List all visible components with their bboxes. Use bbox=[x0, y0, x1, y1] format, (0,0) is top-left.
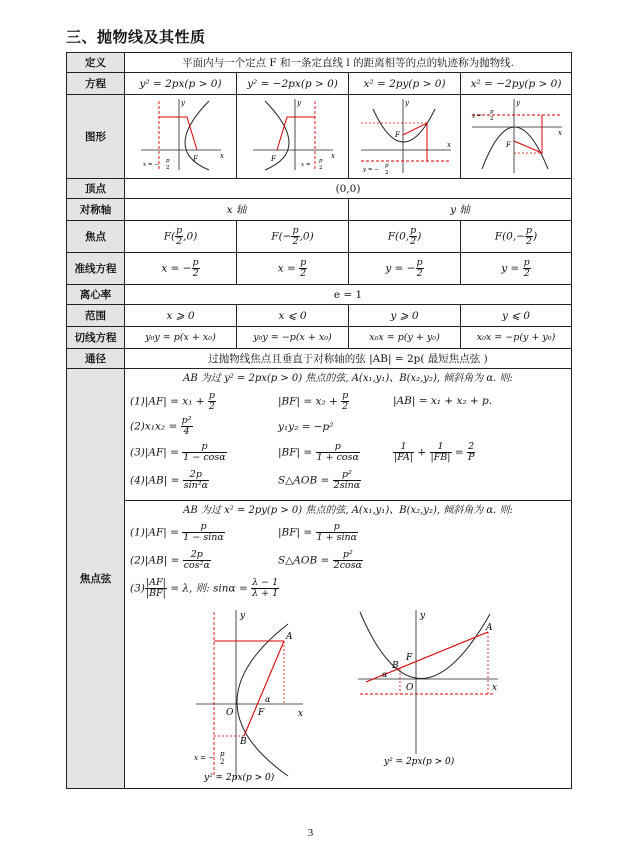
lg-b: B bbox=[240, 737, 247, 747]
rg-alpha: α bbox=[382, 670, 388, 679]
page-number: 3 bbox=[307, 827, 314, 839]
label-latus: 通径 bbox=[67, 349, 125, 369]
lg-alpha: α bbox=[265, 695, 271, 704]
graph-down-opening bbox=[466, 95, 566, 175]
focus-1: F( $\frac{p}{2}$ ,0) bbox=[125, 221, 237, 253]
lg-x: x bbox=[298, 709, 304, 719]
g3-f: F bbox=[394, 131, 400, 139]
g4-dir: y = bbox=[472, 113, 482, 119]
g4-p: p bbox=[490, 109, 494, 115]
focus-2: F(− $\frac{p}{2}$ ,0) bbox=[237, 221, 349, 253]
lg-dir-2: 2 bbox=[220, 758, 225, 766]
axis-x: x 轴 bbox=[125, 199, 349, 221]
label-tangent: 切线方程 bbox=[67, 327, 125, 349]
focus-4: F(0,− $\frac{p}{2}$ ) bbox=[461, 221, 572, 253]
label-range: 范围 bbox=[67, 305, 125, 327]
g2-2: 2 bbox=[318, 165, 322, 171]
label-graph: 图形 bbox=[67, 95, 125, 179]
equation-3: x² = 2py(p > 0) bbox=[349, 73, 461, 95]
rg-y: y bbox=[420, 611, 426, 621]
lg-a: A bbox=[286, 632, 293, 642]
equation-4: x² = −2py(p > 0) bbox=[461, 73, 572, 95]
axis-y: y 轴 bbox=[349, 199, 572, 221]
label-definition: 定义 bbox=[67, 53, 125, 73]
range-1: x ⩾ 0 bbox=[125, 305, 237, 327]
tangent-4: x₀x = −p(y + y₀) bbox=[461, 327, 572, 349]
eccentricity-value: e = 1 bbox=[125, 285, 572, 305]
g4-2: 2 bbox=[490, 116, 494, 122]
range-3: y ⩾ 0 bbox=[349, 305, 461, 327]
focus-3: F(0, $\frac{p}{2}$ ) bbox=[349, 221, 461, 253]
tangent-3: x₀x = p(y + y₀) bbox=[349, 327, 461, 349]
lg-y: y bbox=[240, 611, 246, 621]
g1-y: y bbox=[180, 99, 185, 107]
focal-section-2: AB 为过 x² = 2py(p > 0) 焦点的弦, A(x₁,y₁)、B(x₂,y₂), 倾斜角为 α. 则: (1)|AF| = $\frac{p}{1 - \sin\alpha}$ |BF| = $\frac{p}{1 + \sin\alpha}$ (2)|AB| = $\frac{2p}{\text{cos²α}}$ S△AOB = $\frac{\text{p²}}{2\cos\alpha}$ (3) $\frac{|AF|}{|BF|}$ = λ, 则: sinα = $\frac{\lambda - 1}{\lambda + 1}$ y x O F A B α x = − p 2 y² = 2px(p > 0) y x O F A B α y² = 2px(p > 0) bbox=[125, 501, 572, 789]
graph-up-opening bbox=[355, 95, 455, 175]
g3-y: y bbox=[404, 99, 409, 107]
lg-caption: y² = 2px(p > 0) bbox=[204, 773, 275, 783]
graph-cell-4 bbox=[461, 95, 572, 179]
focal-chord-graphs bbox=[128, 604, 558, 784]
focal1-intro: AB 为过 y² = 2px(p > 0) 焦点的弦, A(x₁,y₁)、B(x₂,y₂), 倾斜角为 α. 则: bbox=[183, 373, 513, 384]
range-4: y ⩽ 0 bbox=[461, 305, 572, 327]
equation-1: y² = 2px(p > 0) bbox=[125, 73, 237, 95]
tangent-2: y₀y = −p(x + x₀) bbox=[237, 327, 349, 349]
g4-f: F bbox=[506, 141, 511, 149]
g3-p: p bbox=[384, 163, 389, 169]
rg-f: F bbox=[406, 653, 413, 663]
rg-caption: y² = 2px(p > 0) bbox=[384, 757, 455, 767]
definition-text: 平面内与一个定点 F 和一条定直线 l 的距离相等的点的轨迹称为抛物线. bbox=[125, 53, 572, 73]
g2-dir: x = bbox=[300, 162, 310, 168]
directrix-3: y = − $\frac{p}{2}$ bbox=[349, 253, 461, 285]
lg-f: F bbox=[258, 708, 265, 718]
label-focal-chord: 焦点弦 bbox=[67, 369, 125, 789]
label-vertex: 顶点 bbox=[67, 179, 125, 199]
g3-2: 2 bbox=[384, 170, 388, 175]
g3-x: x bbox=[446, 141, 451, 149]
graph-cell-2 bbox=[237, 95, 349, 179]
parabola-table bbox=[66, 52, 572, 789]
lg-dir-p: p bbox=[220, 750, 225, 758]
tangent-1: y₀y = p(x + x₀) bbox=[125, 327, 237, 349]
g2-x: x bbox=[330, 152, 335, 160]
graph-cell-3 bbox=[349, 95, 461, 179]
label-axis: 对称轴 bbox=[67, 199, 125, 221]
g4-x: x bbox=[558, 129, 562, 137]
focal-section-1: AB 为过 y² = 2px(p > 0) 焦点的弦, A(x₁,y₁)、B(x₂,y₂), 倾斜角为 α. 则: (1)|AF| = x₁ + $\frac{p}{2}$ |BF| = x₂ + $\frac{p}{2}$ |AB| = x₁ + x₂ + p. (2)x₁x₂ = $\frac{\text{p²}}{4}$ y₁y₂ = −p² (3)|AF| = $\frac{p}{1 - \cos\alpha}$ |BF| = $\frac{p}{1 + \cos\alpha}$ $\frac{1}{|FA|}$ + $\frac{1}{|FB|}$ = $\frac{2}{P}$ (4)|AB| = $\frac{2p}{\text{sin²α}}$ S△AOB = $\frac{\text{p²}}{2\sin\alpha}$ bbox=[125, 369, 572, 501]
g2-y: y bbox=[296, 99, 301, 107]
lg-dir: x = − bbox=[194, 754, 215, 762]
g3-dir: y = − bbox=[362, 167, 379, 173]
g1-f: F bbox=[192, 155, 198, 163]
g1-2: 2 bbox=[165, 165, 169, 171]
g2-p: p bbox=[318, 158, 323, 164]
section-title: 三、抛物线及其性质 bbox=[66, 28, 206, 46]
range-2: x ⩽ 0 bbox=[237, 305, 349, 327]
graph-cell-1 bbox=[125, 95, 237, 179]
g4-y: y bbox=[516, 99, 520, 107]
g1-dir: x = − bbox=[142, 162, 159, 168]
label-focus: 焦点 bbox=[67, 221, 125, 253]
rg-o: O bbox=[406, 683, 414, 693]
bottom-graphs bbox=[128, 604, 568, 784]
directrix-1: x = − $\frac{p}{2}$ bbox=[125, 253, 237, 285]
label-equation: 方程 bbox=[67, 73, 125, 95]
g1-x: x bbox=[219, 152, 224, 160]
directrix-2: x = $\frac{p}{2}$ bbox=[237, 253, 349, 285]
label-directrix: 准线方程 bbox=[67, 253, 125, 285]
focal2-intro: AB 为过 x² = 2py(p > 0) 焦点的弦, A(x₁,y₁)、B(x₂,y₂), 倾斜角为 α. 则: bbox=[183, 505, 513, 516]
rg-b: B bbox=[392, 661, 399, 671]
latus-text: 过抛物线焦点且垂直于对称轴的弦 |AB| = 2p( 最短焦点弦 ) bbox=[125, 349, 572, 369]
directrix-4: y = $\frac{p}{2}$ bbox=[461, 253, 572, 285]
label-eccentricity: 离心率 bbox=[67, 285, 125, 305]
graph-right-opening bbox=[131, 95, 231, 175]
g2-f: F bbox=[270, 155, 276, 163]
rg-a: A bbox=[486, 623, 493, 633]
equation-2: y² = −2px(p > 0) bbox=[237, 73, 349, 95]
vertex-value: (0,0) bbox=[125, 179, 572, 199]
rg-x: x bbox=[492, 683, 498, 693]
g1-p: p bbox=[165, 158, 170, 164]
graph-left-opening bbox=[243, 95, 343, 175]
lg-o: O bbox=[226, 708, 234, 718]
